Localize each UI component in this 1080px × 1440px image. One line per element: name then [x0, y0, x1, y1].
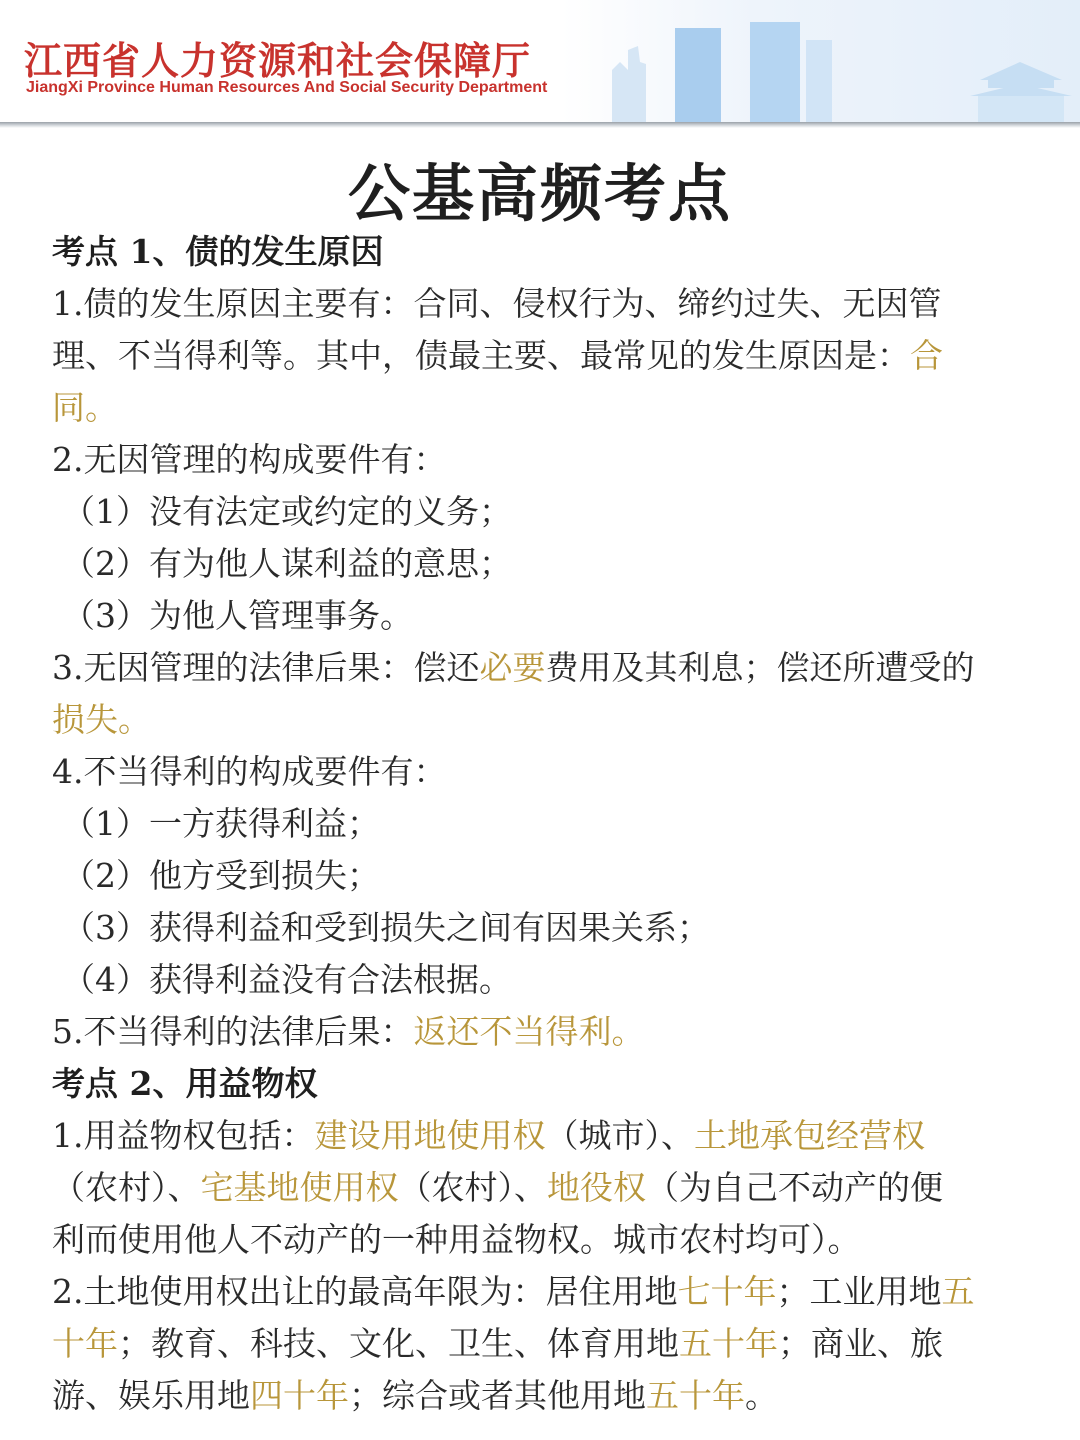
- highlight-text: 十年: [52, 1324, 118, 1363]
- highlight-text: 地役权: [547, 1168, 646, 1207]
- text-line: 利而使用他人不动产的一种用益物权。城市农村均可）。: [52, 1220, 861, 1259]
- org-name-en: JiangXi Province Human Resources And Social Security Department: [26, 79, 548, 96]
- text-line: 1.债的发生原因主要有：合同、侵权行为、缔约过失、无因管: [52, 284, 942, 323]
- text-line: 2.土地使用权出让的最高年限为：居住用地七十年；工业用地五: [52, 1272, 975, 1311]
- text-line: 3.无因管理的法律后果：偿还必要费用及其利息；偿还所遭受的: [52, 648, 975, 687]
- highlight-text: 七十年: [677, 1272, 777, 1311]
- text-line: （农村）、宅基地使用权（农村）、地役权（为自己不动产的便: [52, 1168, 943, 1207]
- highlight-text: 返还不当得利。: [413, 1012, 645, 1051]
- header-banner: [0, 0, 1080, 122]
- text-line: 1.用益物权包括：建设用地使用权（城市）、土地承包经营权: [52, 1116, 925, 1155]
- section-1-heading: 考点 1、债的发生原因: [52, 232, 384, 271]
- page-title: 公基高频考点: [347, 157, 732, 230]
- highlight-text: 四十年: [250, 1376, 349, 1415]
- text-line: 5.不当得利的法律后果：返还不当得利。: [52, 1012, 645, 1051]
- highlight-text: 五十年: [646, 1376, 745, 1415]
- highlight-text: 宅基地使用权: [200, 1168, 399, 1207]
- text-line: [52, 694, 1027, 746]
- list-item: （3）为他人管理事务。: [62, 596, 413, 635]
- org-name-cn: 江西省人力资源和社会保障厅: [24, 39, 532, 83]
- list-item: （1）没有法定或约定的义务；: [62, 492, 512, 531]
- city-skyline-graphic: [600, 0, 1080, 122]
- list-item: （4）获得利益没有合法根据。: [62, 960, 512, 999]
- header-divider: [0, 122, 1080, 128]
- text-line: 2.无因管理的构成要件有：: [52, 440, 447, 479]
- main-content: [0, 130, 1080, 1415]
- highlight-text: 土地承包经营权: [694, 1116, 925, 1155]
- highlight-text: 建设用地使用权: [314, 1116, 546, 1155]
- text-line: 十年；教育、科技、文化、卫生、体育用地五十年；商业、旅: [52, 1324, 943, 1363]
- highlight-text: 五十年: [679, 1324, 778, 1363]
- highlight-text: 必要: [479, 648, 546, 687]
- list-item: （2）有为他人谋利益的意思；: [62, 544, 512, 583]
- section-2-heading: 考点 2、用益物权: [52, 1064, 318, 1103]
- text-line: [52, 382, 1027, 434]
- text-line: 理、不当得利等。其中，债最主要、最常见的发生原因是：合: [52, 336, 943, 375]
- highlight-text: 五: [941, 1272, 975, 1311]
- highlight-text: 同。: [52, 388, 118, 427]
- text-line: 4.不当得利的构成要件有：: [52, 752, 447, 791]
- list-item: （2）他方受到损失；: [62, 856, 380, 895]
- list-item: （1）一方获得利益；: [62, 804, 380, 843]
- article-body: [52, 226, 1027, 1422]
- highlight-text: 合: [910, 336, 943, 375]
- list-item: （3）获得利益和受到损失之间有因果关系；: [62, 908, 710, 947]
- highlight-text: 损失。: [52, 700, 151, 739]
- text-line: 游、娱乐用地四十年；综合或者其他用地五十年。: [52, 1376, 778, 1415]
